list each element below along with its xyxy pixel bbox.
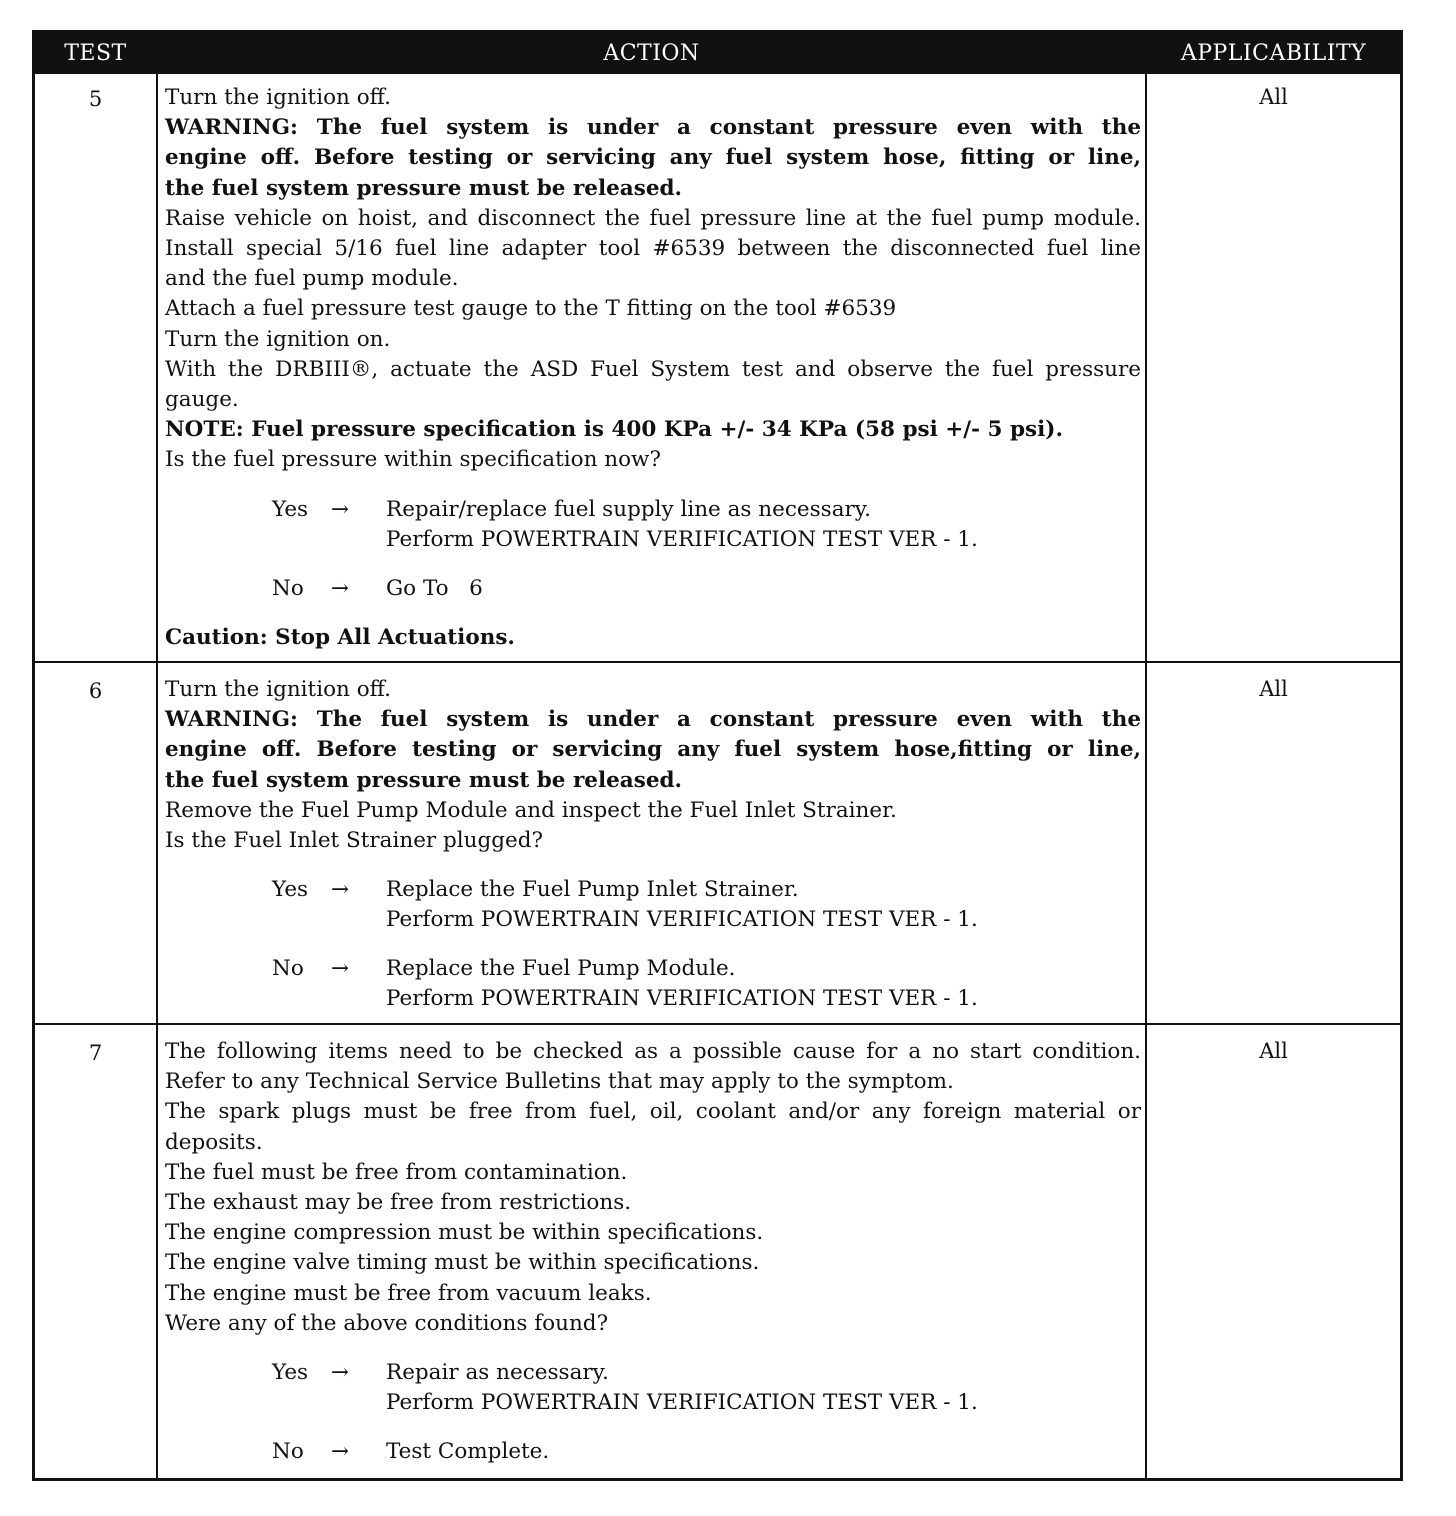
arrow-right-icon: → xyxy=(331,1439,350,1465)
warning-line: the fuel system pressure must be released. xyxy=(165,767,683,793)
action-line: Turn the ignition on. xyxy=(165,326,391,352)
action-line: The following items need to be checked as a possible cause for a no start condition. xyxy=(165,1039,1141,1064)
action-line: Remove the Fuel Pump Module and inspect the Fuel Inlet Strainer. xyxy=(165,797,897,823)
test-number: 7 xyxy=(88,1041,103,1065)
applicability-value: All xyxy=(1259,85,1288,109)
arrow-right-icon: → xyxy=(331,956,350,982)
yes-result: Perform POWERTRAIN VERIFICATION TEST VER - 1. xyxy=(386,526,978,552)
table-header xyxy=(35,33,1400,74)
header-applicability: APPLICABILITY xyxy=(1180,41,1367,66)
warning-line: engine off. Before testing or servicing any fuel system hose, fitting or line, xyxy=(165,145,1141,171)
action-line: Refer to any Technical Service Bulletins that may apply to the symptom. xyxy=(165,1069,954,1095)
action-line: and the fuel pump module. xyxy=(165,266,459,292)
no-label: No xyxy=(272,956,304,982)
action-line: Turn the ignition off. xyxy=(165,677,391,702)
yes-option xyxy=(165,875,1141,935)
no-result: Perform POWERTRAIN VERIFICATION TEST VER - 1. xyxy=(386,986,978,1012)
action-line: Attach a fuel pressure test gauge to the T fitting on the tool #6539 xyxy=(165,296,897,322)
column-divider xyxy=(1145,74,1147,1478)
question-line: Were any of the above conditions found? xyxy=(165,1310,609,1336)
diagnostic-test-table xyxy=(32,30,1403,1481)
arrow-right-icon: → xyxy=(331,575,350,601)
action-cell xyxy=(165,1037,1141,1467)
no-result: Replace the Fuel Pump Module. xyxy=(386,956,736,982)
yes-option xyxy=(165,1358,1141,1418)
no-option xyxy=(165,1437,1141,1467)
question-line: Is the fuel pressure within specification now? xyxy=(165,447,661,473)
warning-line: WARNING: The fuel system is under a constant pressure even with the xyxy=(165,115,1141,141)
yes-label: Yes xyxy=(272,496,309,522)
no-option xyxy=(165,574,1141,604)
warning-line: the fuel system pressure must be released. xyxy=(165,175,683,201)
no-label: No xyxy=(272,1439,304,1465)
yes-result: Repair/replace fuel supply line as necessary. xyxy=(386,496,871,522)
yes-result: Perform POWERTRAIN VERIFICATION TEST VER - 1. xyxy=(386,907,978,933)
yes-option xyxy=(165,495,1141,555)
no-label: No xyxy=(272,575,304,601)
warning-line: WARNING: The fuel system is under a constant pressure even with the xyxy=(165,707,1141,733)
question-line: Is the Fuel Inlet Strainer plugged? xyxy=(165,828,544,854)
header-action: ACTION xyxy=(603,41,700,66)
arrow-right-icon: → xyxy=(331,496,350,522)
action-line: The fuel must be free from contamination. xyxy=(165,1159,628,1185)
warning-line: engine off. Before testing or servicing any fuel system hose,fitting or line, xyxy=(165,737,1141,763)
no-option xyxy=(165,954,1141,1014)
action-line: The engine valve timing must be within specifications. xyxy=(165,1250,760,1276)
action-line: The engine compression must be within specifications. xyxy=(165,1220,764,1246)
yes-label: Yes xyxy=(272,877,309,903)
note-line: NOTE: Fuel pressure specification is 400 KPa +/- 34 KPa (58 psi +/- 5 psi). xyxy=(165,417,1063,443)
action-line: The engine must be free from vacuum leaks. xyxy=(165,1280,652,1306)
applicability-value: All xyxy=(1259,677,1288,701)
action-line: Raise vehicle on hoist, and disconnect the fuel pressure line at the fuel pump module. xyxy=(165,205,1141,231)
row-divider xyxy=(35,661,1400,663)
test-number: 6 xyxy=(88,679,103,703)
action-line: deposits. xyxy=(165,1129,263,1155)
yes-result: Repair as necessary. xyxy=(386,1360,609,1386)
action-line: The exhaust may be free from restrictions. xyxy=(165,1190,632,1216)
applicability-value: All xyxy=(1259,1039,1288,1063)
test-number: 5 xyxy=(88,87,103,111)
header-test: TEST xyxy=(64,41,127,66)
action-line: The spark plugs must be free from fuel, oil, coolant and/or any foreign material or xyxy=(165,1099,1141,1125)
action-line: Turn the ignition off. xyxy=(165,85,391,110)
action-cell xyxy=(165,675,1141,1014)
arrow-right-icon: → xyxy=(331,877,350,903)
yes-result: Replace the Fuel Pump Inlet Strainer. xyxy=(386,877,799,903)
no-result: Go To 6 xyxy=(386,575,483,601)
action-cell xyxy=(165,83,1141,653)
no-result: Test Complete. xyxy=(386,1439,550,1465)
yes-result: Perform POWERTRAIN VERIFICATION TEST VER - 1. xyxy=(386,1390,978,1416)
arrow-right-icon: → xyxy=(331,1360,350,1386)
yes-label: Yes xyxy=(272,1360,309,1386)
column-divider xyxy=(156,74,158,1478)
row-divider xyxy=(35,1023,1400,1025)
action-line: gauge. xyxy=(165,387,239,413)
action-line: Install special 5/16 fuel line adapter tool #6539 between the disconnected fuel line xyxy=(165,236,1141,262)
caution-line: Caution: Stop All Actuations. xyxy=(165,624,515,650)
action-line: With the DRBIII®, actuate the ASD Fuel System test and observe the fuel pressure xyxy=(165,356,1141,382)
